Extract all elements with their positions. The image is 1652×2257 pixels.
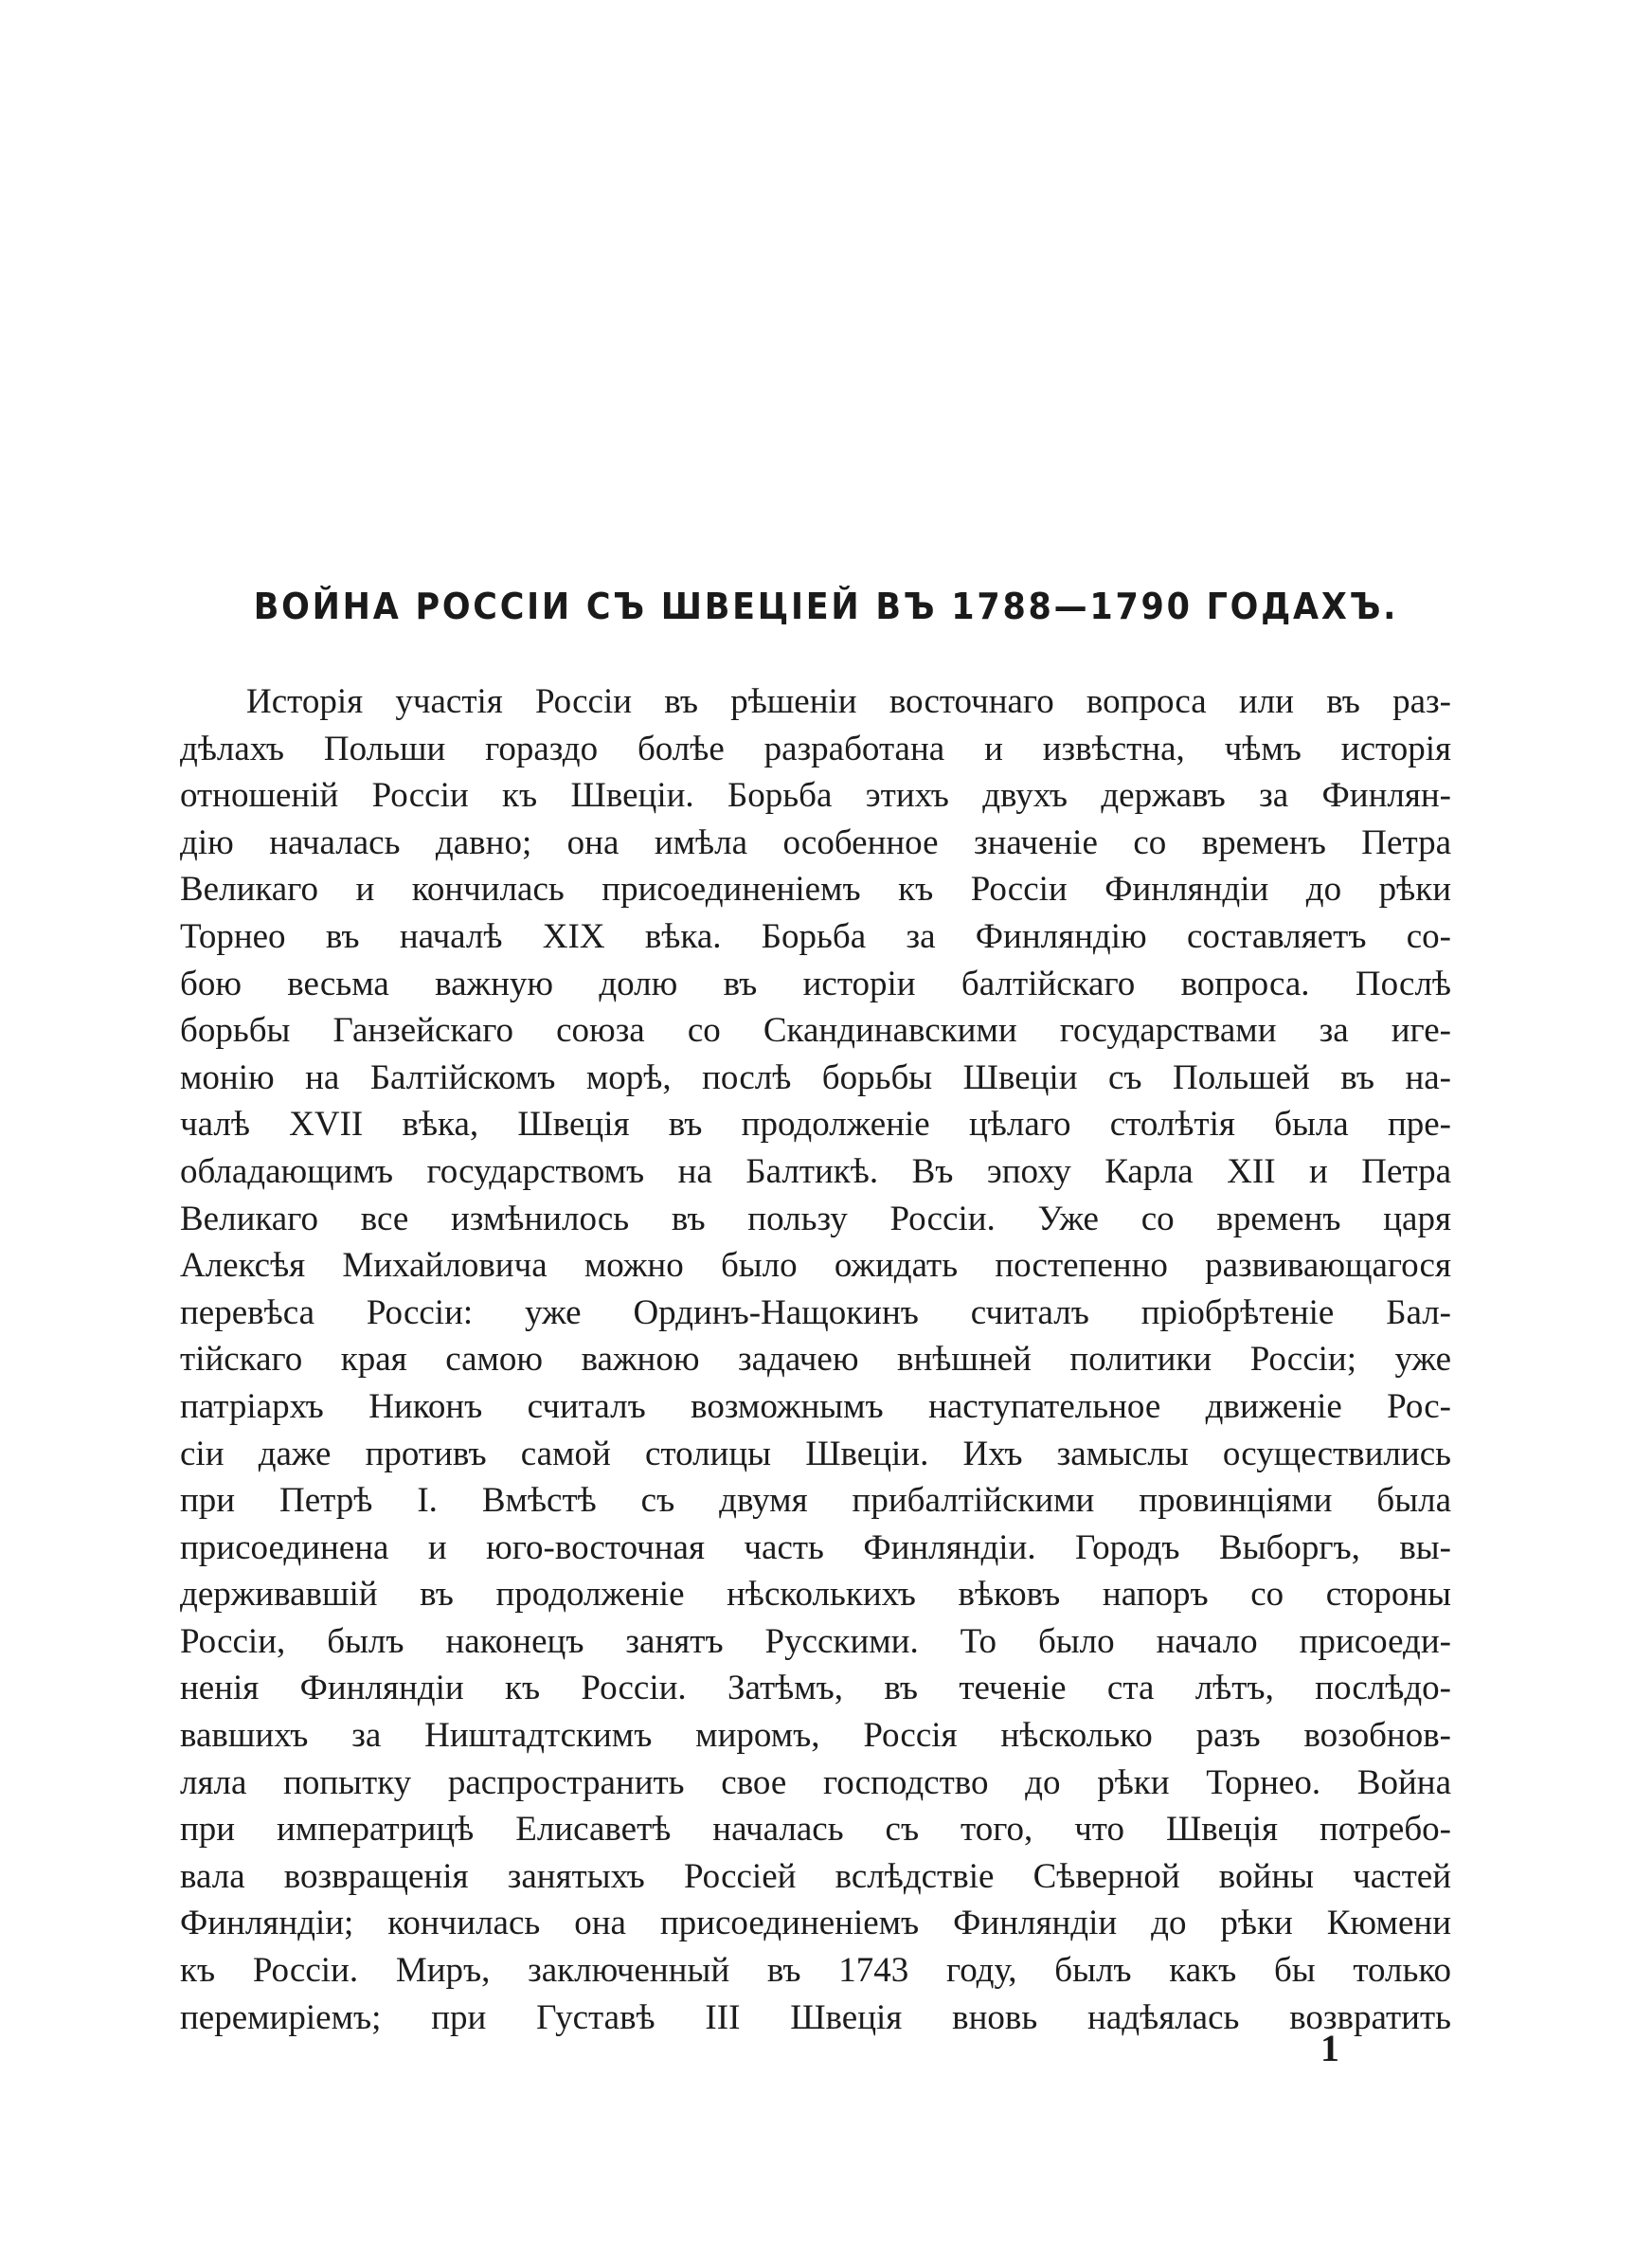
text-line: перевѣса Россіи: уже Ординъ-Нащокинъ считалъ пріобрѣтеніе Бал- — [180, 1292, 1451, 1332]
text-line: присоединена и юго-восточная часть Финляндіи. Городъ Выборгъ, вы- — [180, 1527, 1451, 1567]
text-line: отношеній Россіи къ Швеціи. Борьба этихъ двухъ державъ за Финлян- — [180, 776, 1451, 816]
text-line: Финляндіи; кончилась она присоединеніемъ Финляндіи до рѣки Кюмени — [180, 1904, 1451, 1943]
text-line: Исторія участія Россіи въ рѣшеніи восточнаго вопроса или въ раз- — [246, 682, 1451, 721]
text-line: при Петрѣ I. Вмѣстѣ съ двумя прибалтійскими провинціями была — [180, 1481, 1451, 1521]
text-line: при императрицѣ Елисаветѣ началась съ того, что Швеція потребо- — [180, 1810, 1451, 1850]
text-line: Россіи, былъ наконецъ занятъ Русскими. То было начало присоеди- — [180, 1621, 1451, 1661]
text-line: ляла попытку распространить свое господство до рѣки Торнео. Война — [180, 1762, 1451, 1802]
text-line: сіи даже противъ самой столицы Швеціи. Ихъ замыслы осуществились — [180, 1434, 1451, 1473]
text-line: держивавшій въ продолженіе нѣсколькихъ вѣковъ напоръ со стороны — [180, 1575, 1451, 1615]
text-line: Великаго все измѣнилось въ пользу Россіи. Уже со временъ царя — [180, 1199, 1451, 1238]
text-line: перемиріемъ; при Густавѣ III Швеція вновь надѣялась возвратить — [180, 1997, 1451, 2037]
text-line: къ Россіи. Миръ, заключенный въ 1743 году, былъ какъ бы только — [180, 1951, 1451, 1991]
text-line: Торнео въ началѣ XIX вѣка. Борьба за Финляндію составляетъ со- — [180, 916, 1451, 956]
text-line: чалѣ XVII вѣка, Швеція въ продолженіе цѣлаго столѣтія была пре- — [180, 1105, 1451, 1145]
text-line: дѣлахъ Польши гораздо болѣе разработана и извѣстна, чѣмъ исторія — [180, 729, 1451, 768]
text-line: вавшихъ за Ништадтскимъ миромъ, Россія нѣсколько разъ возобнов- — [180, 1716, 1451, 1756]
text-line: обладающимъ государствомъ на Балтикѣ. Въ эпоху Карла XII и Петра — [180, 1151, 1451, 1191]
text-line: патріархъ Никонъ считалъ возможнымъ наступательное движеніе Рос- — [180, 1386, 1451, 1426]
text-line: Великаго и кончилась присоединеніемъ къ Россіи Финляндіи до рѣки — [180, 870, 1451, 910]
text-line: вала возвращенія занятыхъ Россіей вслѣдствіе Сѣверной войны частей — [180, 1856, 1451, 1896]
text-line: дію началась давно; она имѣла особенное значеніе со временъ Петра — [180, 822, 1451, 862]
text-line: ненія Финляндіи къ Россіи. Затѣмъ, въ теченіе ста лѣтъ, послѣдо- — [180, 1669, 1451, 1708]
text-line: борьбы Ганзейскаго союза со Скандинавскими государствами за иге- — [180, 1011, 1451, 1051]
text-line: монію на Балтійскомъ морѣ, послѣ борьбы Швеціи съ Польшей въ на- — [180, 1057, 1451, 1097]
text-line: бою весьма важную долю въ исторіи балтійскаго вопроса. Послѣ — [180, 964, 1451, 1003]
text-line: тійскаго края самою важною задачею внѣшней политики Россіи; уже — [180, 1340, 1451, 1380]
chapter-title: ВОЙНА РОССІИ СЪ ШВЕЦІЕЙ ВЪ 1788—1790 ГОДАХЪ. — [253, 586, 1399, 627]
text-line: Алексѣя Михайловича можно было ожидать постепенно развивающагося — [180, 1246, 1451, 1286]
page-number: 1 — [1320, 2027, 1339, 2069]
body-paragraph — [180, 678, 1451, 2041]
